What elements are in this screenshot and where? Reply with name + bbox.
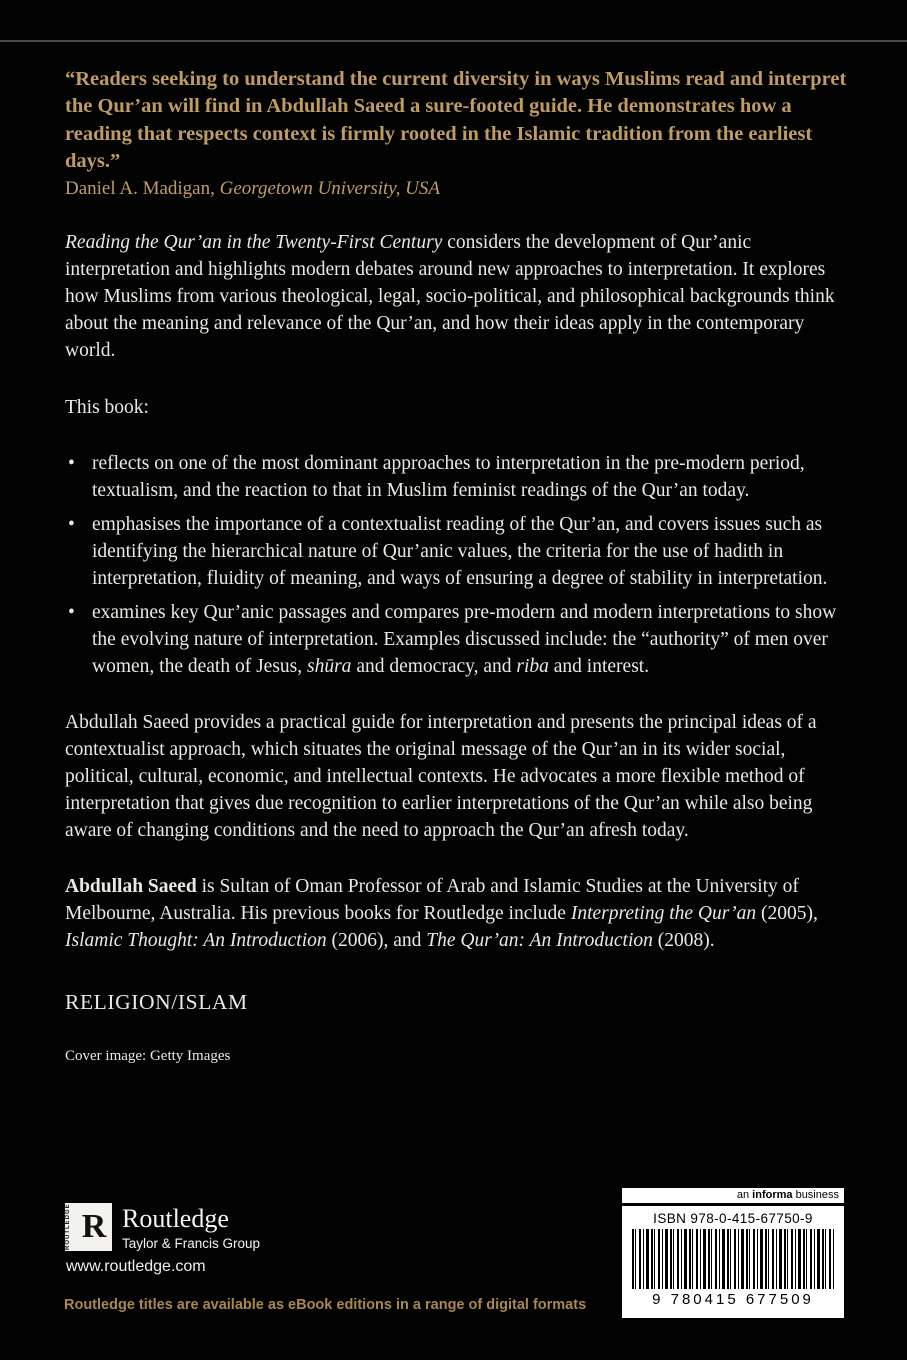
informa-text-segment: business [792,1189,839,1201]
bio-text-segment: (2008). [652,930,715,951]
bullet-marker: • [68,453,75,474]
routledge-logo-text [122,1204,260,1251]
routledge-logo-vertical-text: ROUTLEDGE [64,1203,76,1251]
publisher-name: Routledge [122,1203,229,1233]
list-item [65,450,847,504]
feature-list [65,450,847,680]
informa-text-segment: an [736,1189,753,1201]
informa-brand: informa [752,1189,793,1201]
cover-image-credit: Cover image: Getty Images [65,1048,231,1064]
author-bio [65,873,847,954]
reviewer-affiliation: Georgetown University, USA [219,178,441,199]
bio-text-segment: (2005), [756,903,818,924]
list-item-text-segment: examines key Qur’anic passages and compares pre-modern and modern interpretations to show the evolving nature of interpretation. Examples discussed include: the “authority” of men over women, the death of Jesus, [92,602,837,677]
list-item [65,511,847,592]
closing-paragraph: Abdullah Saeed provides a practical guide for interpretation and presents the principal ideas of a contextualist approach, which situates the original message of the Qur’an in its wider social, political, cultural, economic, and intellectual contexts. He advocates a more flexible method of interpretation that gives due recognition to earlier interpretations of the Qur’an while also being aware of changing conditions and the need to approach the Qur’an afresh today. [65,712,817,841]
synopsis-text: considers the development of Qur’anic interpretation and highlights modern debates around new approaches to interpretation. It explores how Muslims from various theological, legal, socio-political, and philosophical backgrounds think about the meaning and relevance of the Qur’an, and how their ideas apply in the contemporary world. [65,232,835,361]
review-attribution [65,178,847,200]
list-item-text-segment: and democracy, and [351,656,517,677]
ebook-availability-note: Routledge titles are available as eBook editions in a range of digital formats [64,1297,587,1313]
bullet-marker: • [68,602,75,623]
arabic-term: riba [516,656,549,677]
bio-text-segment: is Sultan of Oman Professor of Arab and Islamic Studies at the University of Melbourne, Australia. His previous books for Routledge include [65,876,799,924]
routledge-logo-mark [64,1203,112,1251]
list-item-text: emphasises the importance of a contextualist reading of the Qur’an, and covers issues such as identifying the hierarchical nature of Qur’anic values, the criteria for the use of hadith in interpretation, fluidity of meaning, and ways of ensuring a degree of stability in interpretation. [92,514,828,589]
list-item-text: reflects on one of the most dominant approaches to interpretation in the pre-modern period, textualism, and the reaction to that in Muslim feminist readings of the Qur’an today. [92,453,805,501]
book-title-italic: The Qur’an: An Introduction [426,930,653,951]
list-item [65,599,847,680]
arabic-term: shūra [307,656,352,677]
informa-business-label [622,1188,844,1203]
book-title-italic: Reading the Qur’an in the Twenty-First Century [65,232,443,253]
author-name: Abdullah Saeed [65,876,197,897]
list-item-text-segment: and interest. [548,656,650,677]
book-title-italic: Islamic Thought: An Introduction [65,930,327,951]
bio-text-segment: (2006), and [326,930,427,951]
book-title-italic: Interpreting the Qur’an [570,903,757,924]
isbn-digits: 9 780415 677509 [652,1291,814,1308]
review-quote: “Readers seeking to understand the current diversity in ways Muslims read and interpret the Qur’an will find in Abdullah Saeed a sure-footed guide. He demonstrates how a reading that respects context is firmly rooted in the Islamic tradition from the earliest days.” [65,68,847,172]
routledge-logo [64,1203,260,1251]
barcode [632,1229,834,1289]
bullet-marker: • [68,514,75,535]
top-divider [0,40,907,42]
category-label: RELIGION/ISLAM [65,990,248,1014]
synopsis-paragraph [65,229,847,364]
list-item-text [92,599,847,680]
this-book-label: This book: [65,397,149,418]
back-cover-text [65,66,847,1065]
website-url: www.routledge.com [66,1258,206,1275]
reviewer-name: Daniel A. Madigan, [65,178,220,199]
isbn-label: ISBN 978-0-415-67750-9 [653,1211,813,1226]
publisher-group: Taylor & Francis Group [122,1235,261,1251]
routledge-logo-r: R [81,1208,107,1245]
isbn-barcode-block [622,1206,844,1318]
